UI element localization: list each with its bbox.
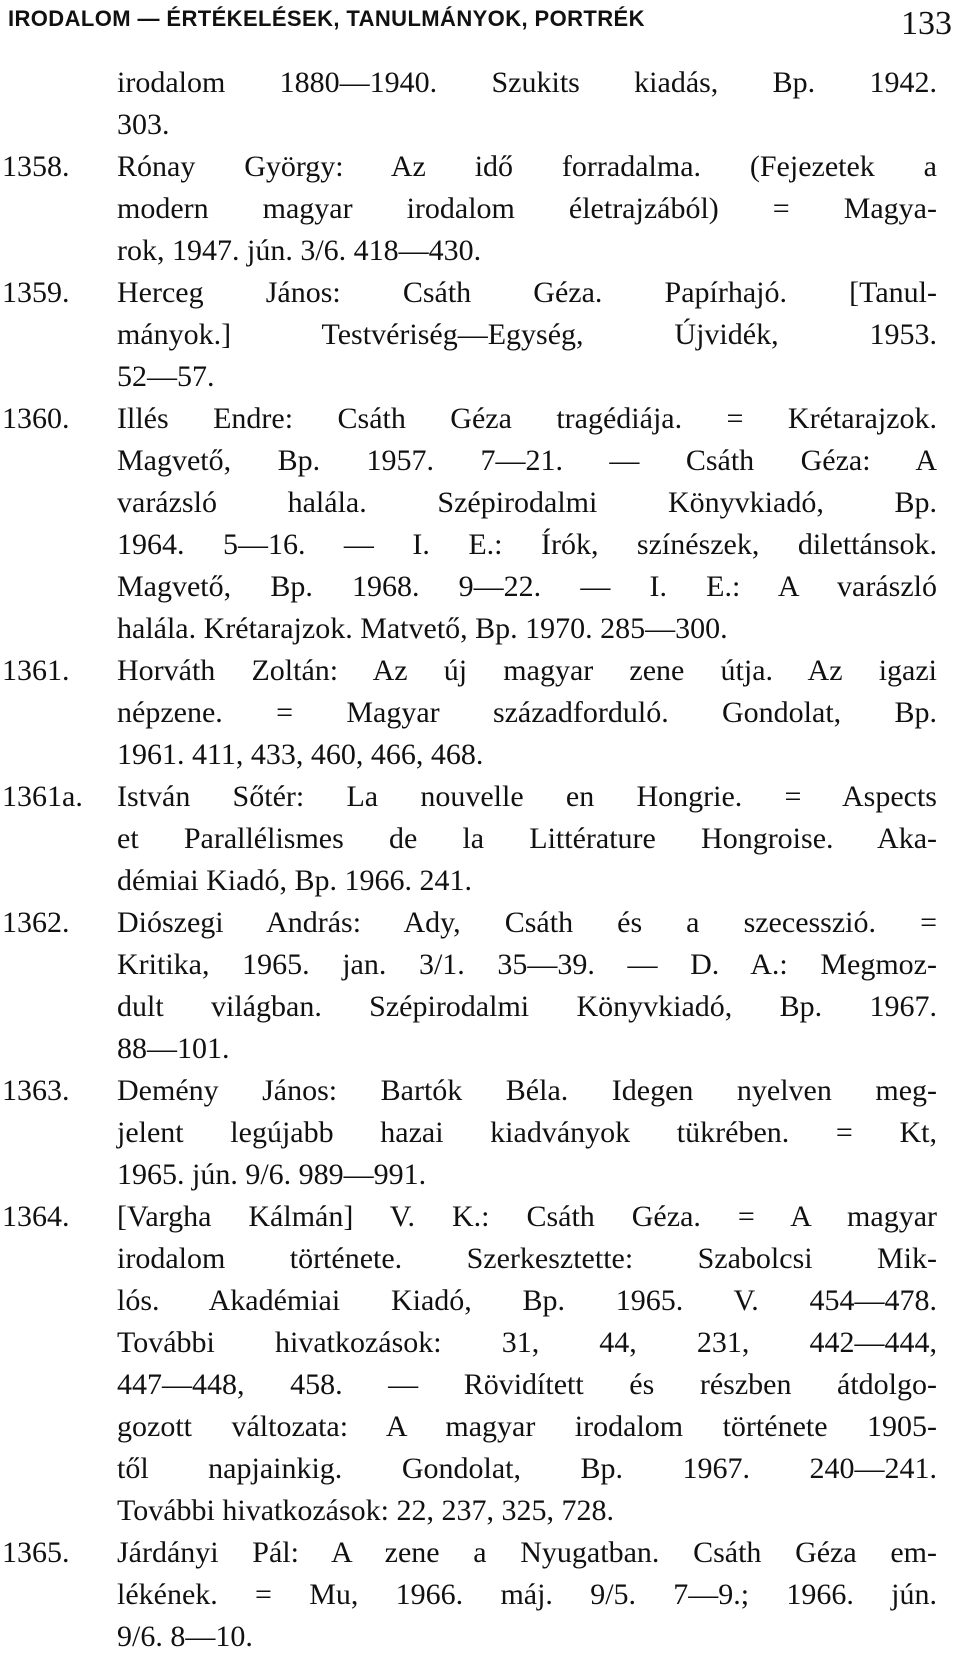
entry-line: et Parallélismes de la Littérature Hongroise. Aka- bbox=[117, 822, 937, 855]
entry-line: rok, 1947. jún. 3/6. 418—430. bbox=[117, 234, 482, 267]
entry-line: Kritika, 1965. jan. 3/1. 35—39. — D. A.: Megmoz- bbox=[117, 948, 937, 981]
bibliography-entry bbox=[0, 650, 960, 776]
entry-line: népzene. = Magyar századforduló. Gondolat, Bp. bbox=[117, 696, 937, 729]
entry-text bbox=[117, 398, 937, 650]
entry-line: 1965. jún. 9/6. 989—991. bbox=[117, 1158, 427, 1191]
entry-number: 1359. bbox=[2, 276, 70, 309]
entry-text bbox=[117, 272, 937, 398]
entry-number: 1364. bbox=[2, 1200, 70, 1233]
page-number: 133 bbox=[901, 5, 952, 42]
bibliography-entry bbox=[0, 776, 960, 902]
entry-number: 1365. bbox=[2, 1536, 70, 1569]
entry-line: modern magyar irodalom életrajzából) = Magya- bbox=[117, 192, 937, 225]
entry-line: 1964. 5—16. — I. E.: Írók, színészek, dilettánsok. bbox=[117, 528, 937, 561]
entry-line: 9/6. 8—10. bbox=[117, 1620, 253, 1653]
entry-line: halála. Krétarajzok. Matvető, Bp. 1970. 285—300. bbox=[117, 612, 728, 645]
entry-line: További hivatkozások: 22, 237, 325, 728. bbox=[117, 1494, 615, 1527]
entry-line: Herceg János: Csáth Géza. Papírhajó. [Tanul- bbox=[117, 276, 937, 309]
entry-line: 88—101. bbox=[117, 1032, 230, 1065]
entry-text bbox=[117, 902, 937, 1070]
entry-number: 1361. bbox=[2, 654, 70, 687]
entry-text bbox=[117, 1070, 937, 1196]
entry-text bbox=[117, 776, 937, 902]
entry-line: Rónay György: Az idő forradalma. (Fejezetek a bbox=[117, 150, 937, 183]
entry-line: 303. bbox=[117, 108, 170, 141]
entry-line: irodalom története. Szerkesztette: Szabolcsi Mik- bbox=[117, 1242, 937, 1275]
entry-line: varázsló halála. Szépirodalmi Könyvkiadó, Bp. bbox=[117, 486, 937, 519]
bibliography-entry bbox=[0, 62, 960, 146]
bibliography-entry bbox=[0, 398, 960, 650]
entry-text bbox=[117, 146, 937, 272]
entry-line: dult világban. Szépirodalmi Könyvkiadó, Bp. 1967. bbox=[117, 990, 937, 1023]
running-head bbox=[8, 4, 952, 44]
bibliography-entry bbox=[0, 902, 960, 1070]
bibliography-entry bbox=[0, 1070, 960, 1196]
bibliography-entry bbox=[0, 146, 960, 272]
entry-text bbox=[117, 1532, 937, 1658]
entry-line: mányok.] Testvériség—Egység, Újvidék, 1953. bbox=[117, 318, 937, 351]
entry-line: Demény János: Bartók Béla. Idegen nyelven meg- bbox=[117, 1074, 937, 1107]
entry-line: lékének. = Mu, 1966. máj. 9/5. 7—9.; 1966. jún. bbox=[117, 1578, 937, 1611]
entry-line: 1961. 411, 433, 460, 466, 468. bbox=[117, 738, 484, 771]
entry-text bbox=[117, 62, 937, 146]
entry-line: Magvető, Bp. 1957. 7—21. — Csáth Géza: A bbox=[117, 444, 937, 477]
entry-line: [Vargha Kálmán] V. K.: Csáth Géza. = A magyar bbox=[117, 1200, 937, 1233]
entry-line: lós. Akadémiai Kiadó, Bp. 1965. V. 454—478. bbox=[117, 1284, 937, 1317]
entry-line: 447—448, 458. — Rövidített és részben átdolgo- bbox=[117, 1368, 937, 1401]
entry-line: Magvető, Bp. 1968. 9—22. — I. E.: A varászló bbox=[117, 570, 937, 603]
entry-line: jelent legújabb hazai kiadványok tükrében. = Kt, bbox=[117, 1116, 937, 1149]
entry-text bbox=[117, 1196, 937, 1532]
entry-line: gozott változata: A magyar irodalom története 1905- bbox=[117, 1410, 937, 1443]
entry-line: irodalom 1880—1940. Szukits kiadás, Bp. 1942. bbox=[117, 66, 937, 99]
entry-number: 1360. bbox=[2, 402, 70, 435]
entry-line: További hivatkozások: 31, 44, 231, 442—444, bbox=[117, 1326, 937, 1359]
entry-number: 1363. bbox=[2, 1074, 70, 1107]
entry-line: démiai Kiadó, Bp. 1966. 241. bbox=[117, 864, 472, 897]
bibliography-entries bbox=[0, 62, 960, 1658]
running-title: IRODALOM — ÉRTÉKELÉSEK, TANULMÁNYOK, PORTRÉK bbox=[8, 6, 645, 31]
entry-line: től napjainkig. Gondolat, Bp. 1967. 240—241. bbox=[117, 1452, 937, 1485]
entry-number: 1362. bbox=[2, 906, 70, 939]
entry-line: Illés Endre: Csáth Géza tragédiája. = Krétarajzok. bbox=[117, 402, 937, 435]
entry-line: 52—57. bbox=[117, 360, 215, 393]
entry-number: 1361a. bbox=[2, 780, 83, 813]
entry-line: Horváth Zoltán: Az új magyar zene útja. Az igazi bbox=[117, 654, 937, 687]
entry-line: István Sőtér: La nouvelle en Hongrie. = Aspects bbox=[117, 780, 937, 813]
entry-number: 1358. bbox=[2, 150, 70, 183]
bibliography-entry bbox=[0, 1532, 960, 1658]
entry-text bbox=[117, 650, 937, 776]
entry-line: Diószegi András: Ady, Csáth és a szecesszió. = bbox=[117, 906, 937, 939]
bibliography-entry bbox=[0, 272, 960, 398]
entry-line: Járdányi Pál: A zene a Nyugatban. Csáth Géza em- bbox=[117, 1536, 937, 1569]
bibliography-entry bbox=[0, 1196, 960, 1532]
